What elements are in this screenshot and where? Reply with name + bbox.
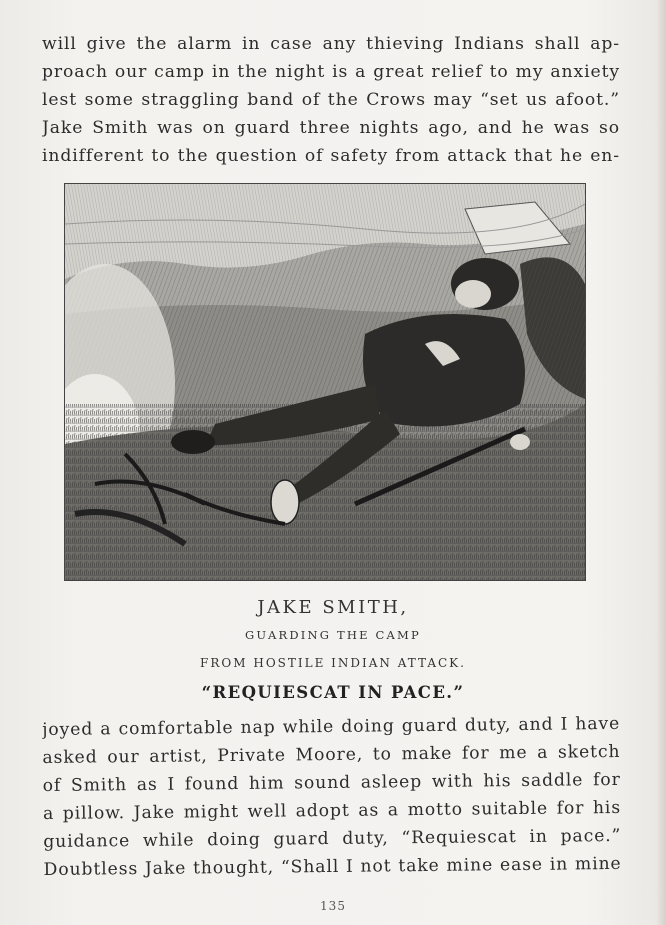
text-line: Jake Smith was on guard three nights ago, and he was so xyxy=(42,118,620,138)
sleeping-guard-engraving xyxy=(65,184,585,580)
text-line: will give the alarm in case any thieving Indians shall ap- xyxy=(42,34,620,54)
text-line: indifferent to the question of safety from attack that he en- xyxy=(42,146,620,166)
caption-subtitle-1: GUARDING THE CAMP xyxy=(245,628,421,642)
bottom-paragraph xyxy=(42,710,622,884)
text-line: a pillow. Jake might well adopt as a motto suitable for his xyxy=(42,797,622,824)
page-number: 135 xyxy=(320,899,346,913)
text-line: of Smith as I found him sound asleep with his saddle for xyxy=(42,769,621,796)
text-line: Doubtless Jake thought, “Shall I not take mine ease in mine xyxy=(43,853,622,880)
text-line: asked our artist, Private Moore, to make for me a sketch xyxy=(42,741,621,768)
text-line: lest some straggling band of the Crows may “set us afoot.” xyxy=(42,90,620,110)
caption-title: JAKE SMITH, xyxy=(257,597,409,618)
text-line: guidance while doing guard duty, “Requiescat in pace.” xyxy=(43,825,622,852)
top-paragraph xyxy=(42,30,620,170)
page-edge-shadow xyxy=(656,0,666,925)
caption-subtitle-2: FROM HOSTILE INDIAN ATTACK. xyxy=(200,656,466,670)
engraving-illustration xyxy=(64,183,586,581)
text-line: proach our camp in the night is a great relief to my anxiety xyxy=(42,62,620,82)
caption-motto: “REQUIESCAT IN PACE.” xyxy=(201,683,465,702)
text-line: joyed a comfortable nap while doing guard duty, and I have xyxy=(42,713,621,740)
